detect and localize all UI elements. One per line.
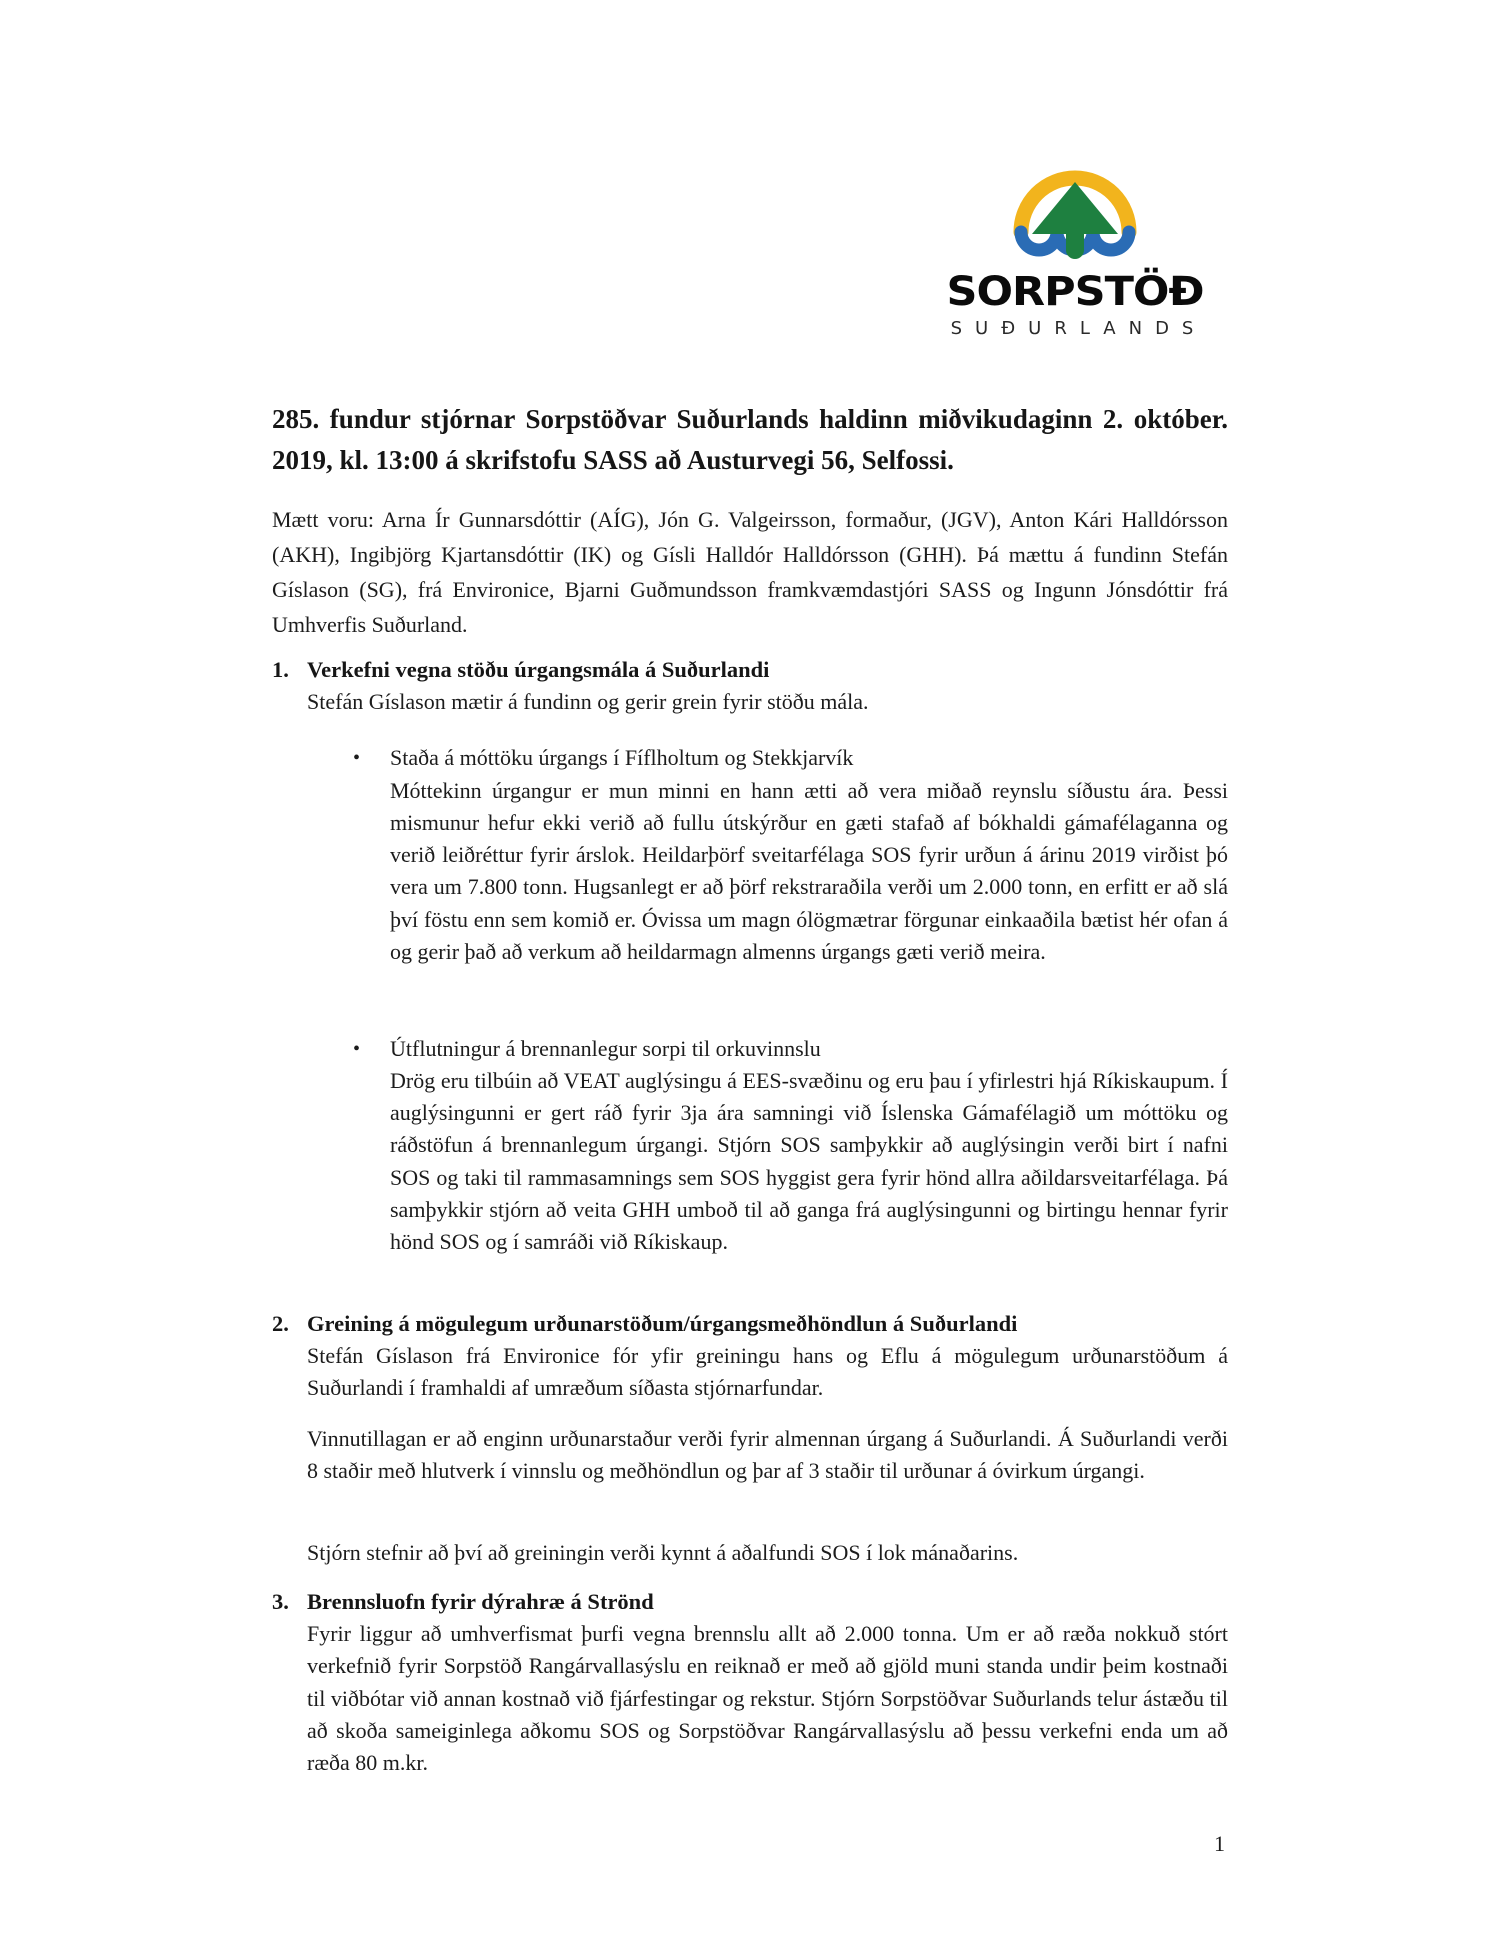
agenda-item-2-number: 2. — [272, 1310, 289, 1336]
agenda-item-2-paragraph-1: Stefán Gíslason frá Environice fór yfir greiningu hans og Eflu á mögulegum urðunarstöðum á Suðurlandi í framhaldi af umræðum síðasta stjórnarfundar. — [307, 1342, 1228, 1401]
bullet-item-1-title: Staða á móttöku úrgangs í Fíflholtum og Stekkjarvík — [390, 745, 854, 771]
bullet-item-1-content — [390, 742, 1228, 1032]
agenda-item-2-paragraph-3: Stjórn stefnir að því að greiningin verði kynnt á aðalfundi SOS í lok mánaðarins. — [307, 1539, 1019, 1565]
agenda-item-1-bullet-list — [307, 742, 1228, 1291]
bullet-item-2 — [307, 1033, 1228, 1291]
page-number: 1 — [1214, 1831, 1225, 1856]
logo-wordmark: SORPSTÖÐ — [946, 268, 1204, 316]
bullet-item-2-title: Útflutningur á brennanlegur sorpi til orkuvinnslu — [390, 1035, 821, 1061]
agenda-item-2-paragraph-2: Vinnutillagan er að enginn urðunarstaður verði fyrir almennan úrgang á Suðurlandi. Á Suðurlandi verði 8 staðir með hlutverk í vinnslu og meðhöndlun og þar af 3 staðir til urðunar á óvirkum úrgangi. — [307, 1425, 1228, 1484]
agenda-item-2 — [272, 1307, 1228, 1569]
agenda-item-2-body — [272, 1340, 1228, 1569]
agenda-item-3-heading-row — [272, 1585, 1228, 1618]
agenda-item-1-body — [272, 686, 1228, 1291]
agenda-item-1-number: 1. — [272, 657, 289, 682]
bullet-item-1-body: Móttekinn úrgangur er mun minni en hann ætti að vera miðað reynslu síðustu ára. Þessi mismunur hefur ekki verið að fullu útskýrður en gæti stafað af bókhaldi gámafélaganna og verið leiðréttur fyrir árslok. Heildarþörf sveitarfélaga SOS fyrir urðun á árinu 2019 virðist þó vera um 7.800 tonn. Hugsanlegt er að þörf rekstraraðila verði um 2.000 tonn, en erfitt er að slá því föstu enn sem komið er. Óvissa um magn ólögmætrar förgunar einkaaðila bætist hér ofan á og gerir það að verkum að heildarmagn almenns úrgangs gæti verið meira. — [390, 777, 1228, 965]
bullet-icon: • — [353, 1037, 361, 1060]
bullet-item-2-content — [390, 1033, 1228, 1291]
agenda-item-2-heading: Greining á mögulegum urðunarstöðum/úrgangsmeðhöndlun á Suðurlandi — [307, 1310, 1018, 1336]
agenda-item-1-intro: Stefán Gíslason mætir á fundinn og gerir grein fyrir stöðu mála. — [307, 689, 869, 714]
agenda-item-1-heading: Verkefni vegna stöðu úrgangsmála á Suðurlandi — [307, 657, 770, 682]
document-body — [272, 0, 1228, 1780]
agenda-item-3-body — [272, 1618, 1228, 1780]
bullet-icon: • — [353, 747, 361, 770]
agenda-item-3 — [272, 1585, 1228, 1780]
agenda-item-1 — [272, 653, 1228, 1291]
bullet-item-1 — [307, 742, 1228, 1032]
logo-subtitle: SUÐURLANDS — [950, 318, 1207, 339]
agenda-item-3-paragraph-1: Fyrir liggur að umhverfismat þurfi vegna brennslu allt að 2.000 tonna. Um er að ræða nokkuð stórt verkefnið fyrir Sorpstöð Rangárvallasýslu en reiknað er með að gjöld muni standa undir þeim kostnaði til viðbótar við annan kostnað við fjárfestingar og rekstur. Stjórn Sorpstöðvar Suðurlands telur ástæðu til að skoða sameiginlega aðkomu SOS og Sorpstöðvar Rangárvallasýslu að þessu verkefni enda um að ræða 80 m.kr. — [307, 1621, 1228, 1776]
bullet-item-2-body: Drög eru tilbúin að VEAT auglýsingu á EES-svæðinu og eru þau í yfirlestri hjá Ríkiskaupum. Í auglýsingunni er gert ráð fyrir 3ja ára samningi við Íslenska Gámafélagið um móttöku og ráðstöfun á brennanlegum úrgangi. Stjórn SOS samþykkir að auglýsingin verði birt í nafni SOS og taki til rammasamnings sem SOS hyggist gera fyrir hönd allra aðildarsveitarfélaga. Þá samþykkir stjórn að veita GHH umboð til að ganga frá auglýsingunni og birtingu hennar fyrir hönd SOS og í samráði við Ríkiskaup. — [390, 1067, 1228, 1255]
attendees-paragraph: Mætt voru: Arna Ír Gunnarsdóttir (AÍG), Jón G. Valgeirsson, formaður, (JGV), Anton Kári Halldórsson (AKH), Ingibjörg Kjartansdóttir (IK) og Gísli Halldór Halldórsson (GHH). Þá mættu á fundinn Stefán Gíslason (SG), frá Environice, Bjarni Guðmundsson framkvæmdastjóri SASS og Ingunn Jónsdóttir frá Umhverfis Suðurland. — [272, 507, 1228, 637]
agenda-item-3-number: 3. — [272, 1589, 289, 1615]
agenda-item-1-heading-row — [272, 653, 1228, 686]
agenda-item-3-heading: Brennsluofn fyrir dýrahræ á Strönd — [307, 1589, 654, 1615]
agenda-item-2-heading-row — [272, 1307, 1228, 1340]
meeting-title: 285. fundur stjórnar Sorpstöðvar Suðurlands haldinn miðvikudaginn 2. október. 2019, kl. 13:00 á skrifstofu SASS að Austurvegi 56, Selfossi. — [272, 404, 1228, 475]
